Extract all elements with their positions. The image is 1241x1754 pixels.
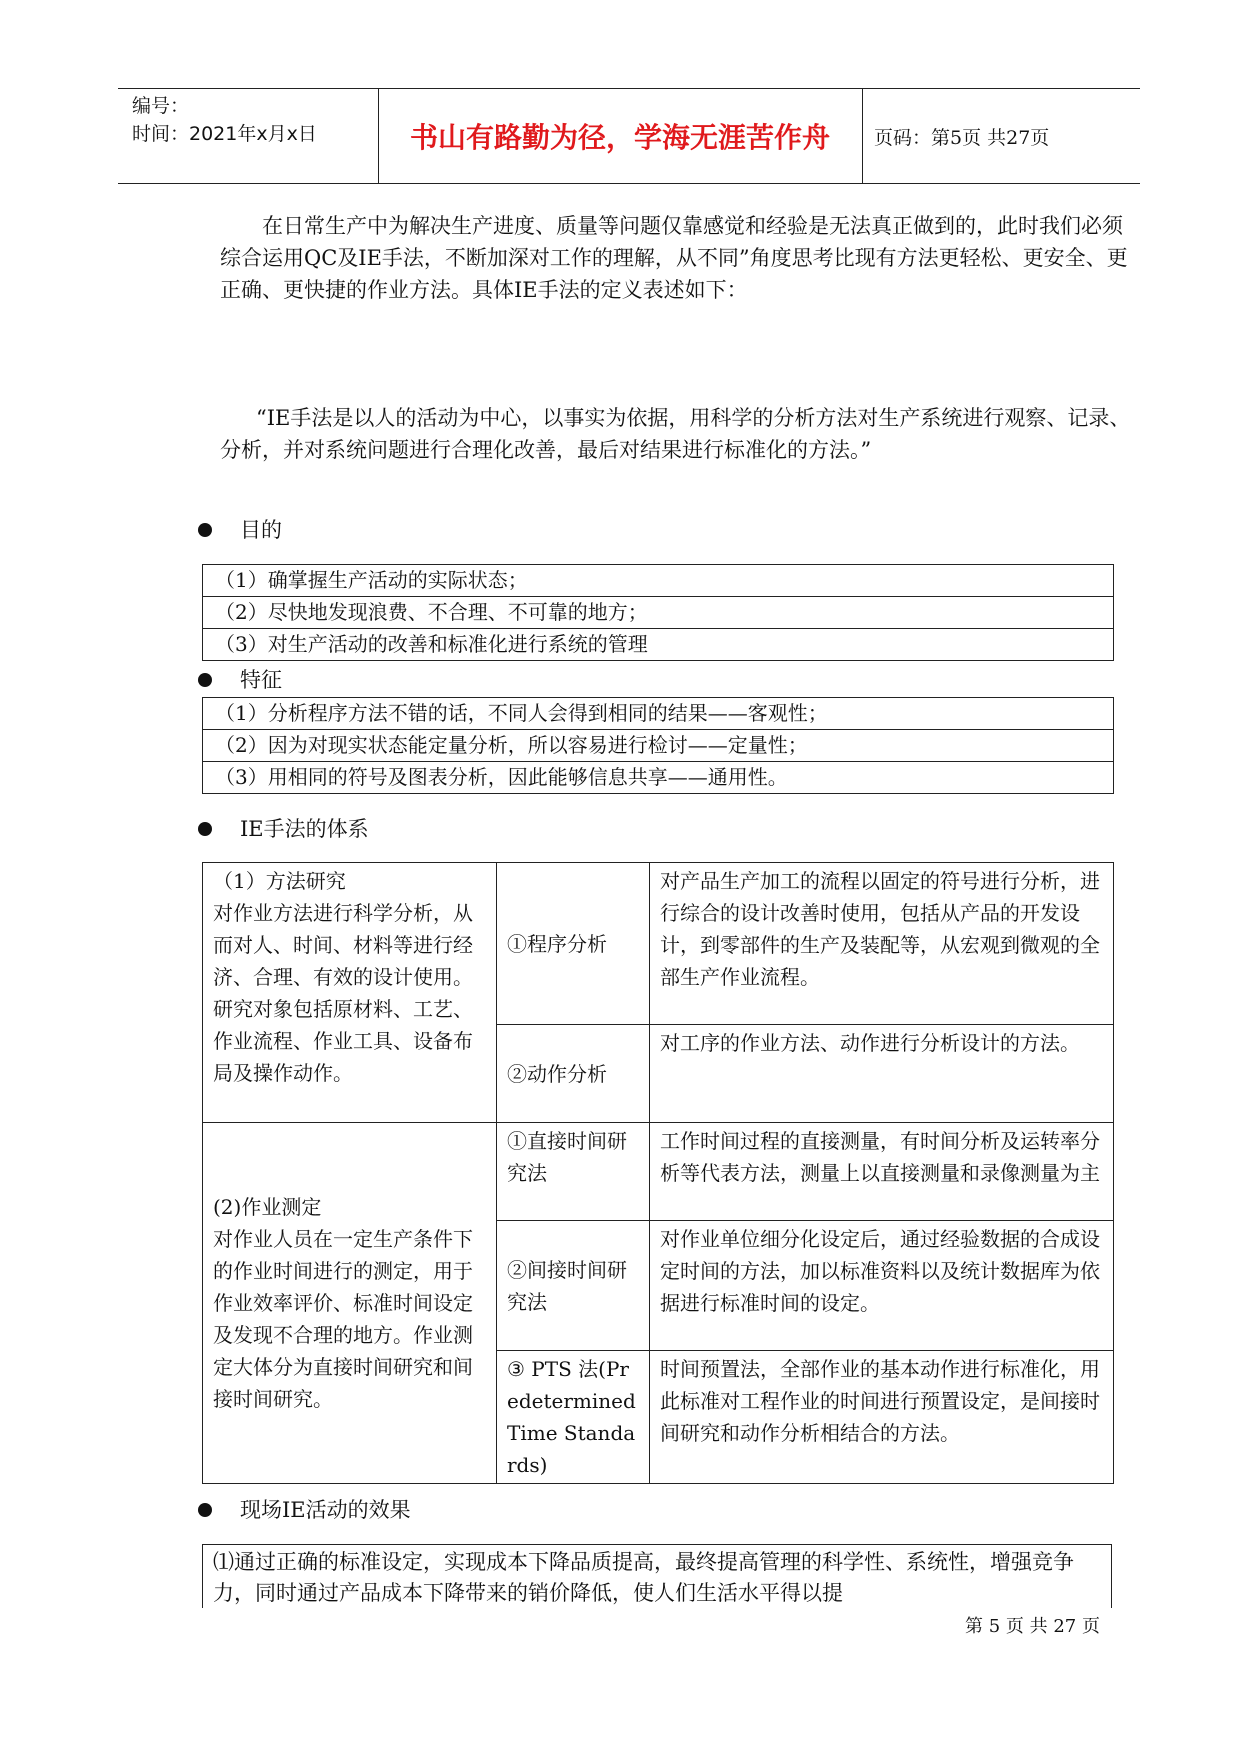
method-study-cell: （1）方法研究 对作业方法进行科学分析，从而对人、时间、材料等进行经济、合理、有效的设计使用。研究对象包括原材料、工艺、作业流程、作业工具、设备布局及操作动作。 <box>203 863 497 1123</box>
motion-analysis-cell: ②动作分析 <box>497 1025 650 1123</box>
direct-time-study-cell: ①直接时间研究法 <box>497 1123 650 1221</box>
direct-time-study-desc: 工作时间过程的直接测量，有时间分析及运转率分析等代表方法，测量上以直接测量和录像测量为主 <box>650 1123 1114 1221</box>
list-item: （3）对生产活动的改善和标准化进行系统的管理 <box>215 632 648 656</box>
purpose-list <box>202 564 1114 661</box>
number-label: 编号： <box>132 95 190 117</box>
effect-box: ⑴通过正确的标准设定，实现成本下降品质提高，最终提高管理的科学性、系统性，增强竞争力，同时通过产品成本下降带来的销价降低，使人们生活水平得以提 <box>202 1544 1112 1608</box>
bullet-icon <box>198 1503 212 1517</box>
bullet-icon <box>198 822 212 836</box>
effect-heading <box>198 1494 411 1526</box>
indirect-time-study-desc: 对作业单位细分化设定后，通过经验数据的合成设定时间的方法，加以标准资料以及统计数据库为依据进行标准时间的设定。 <box>650 1221 1114 1351</box>
list-item: （2）尽快地发现浪费、不合理、不可靠的地方； <box>203 597 1113 629</box>
features-heading <box>198 664 282 696</box>
purpose-heading <box>198 514 282 546</box>
bullet-icon <box>198 673 212 687</box>
features-list <box>202 697 1114 794</box>
list-item: （1）确掌握生产活动的实际状态； <box>203 565 1113 597</box>
system-heading <box>198 813 369 845</box>
page-footer: 第 5 页 共 27 页 <box>965 1616 1100 1637</box>
intro-paragraph: 在日常生产中为解决生产进度、质量等问题仅靠感觉和经验是无法真正做到的，此时我们必须综合运用QC及IE手法，不断加深对工作的理解，从不同”角度思考比现有方法更轻松、更安全、更正确、更快捷的作业方法。具体IE手法的定义表述如下： <box>220 214 1128 302</box>
list-item: （1）分析程序方法不错的话，不同人会得到相同的结果——客观性； <box>203 698 1113 730</box>
header-meta <box>118 89 379 183</box>
header-page-label: 页码：第5页 共27页 <box>874 126 1050 149</box>
program-analysis-desc: 对产品生产加工的流程以固定的符号进行分析，进行综合的设计改善时使用，包括从产品的开发设计，到零部件的生产及装配等，从宏观到微观的全部生产作业流程。 <box>650 863 1114 1025</box>
time-label: 时间：2021年x月x日 <box>132 123 317 145</box>
indirect-time-study-cell: ②间接时间研究法 <box>497 1221 650 1351</box>
list-item: （3）用相同的符号及图表分析，因此能够信息共享——通用性。 <box>215 765 788 789</box>
header-motto: 书山有路勤为径，学海无涯苦作舟 <box>378 89 863 183</box>
pts-desc: 时间预置法，全部作业的基本动作进行标准化，用此标准对工程作业的时间进行预置设定，是间接时间研究和动作分析相结合的方法。 <box>650 1351 1114 1484</box>
features-heading-text: 特征 <box>240 668 282 692</box>
purpose-heading-text: 目的 <box>240 518 282 542</box>
bullet-icon <box>198 523 212 537</box>
pts-cell: ③ PTS 法(Predetermined Time Standards) <box>497 1351 650 1484</box>
definition-paragraph: “IE手法是以人的活动为中心，以事实为依据，用科学的分析方法对生产系统进行观察、记录、分析，并对系统问题进行合理化改善，最后对结果进行标准化的方法。” <box>220 406 1131 462</box>
ie-system-table <box>202 862 1114 1484</box>
list-item: （2）因为对现实状态能定量分析，所以容易进行检讨——定量性； <box>203 730 1113 762</box>
motion-analysis-desc: 对工序的作业方法、动作进行分析设计的方法。 <box>650 1025 1114 1123</box>
program-analysis-cell: ①程序分析 <box>497 863 650 1025</box>
effect-heading-text: 现场IE活动的效果 <box>240 1498 411 1522</box>
page-header <box>118 88 1140 184</box>
system-heading-text: IE手法的体系 <box>240 817 369 841</box>
work-measurement-cell: (2)作业测定 对作业人员在一定生产条件下的作业时间进行的测定，用于作业效率评价、标准时间设定及发现不合理的地方。作业测定大体分为直接时间研究和间接时间研究。 <box>203 1123 497 1484</box>
